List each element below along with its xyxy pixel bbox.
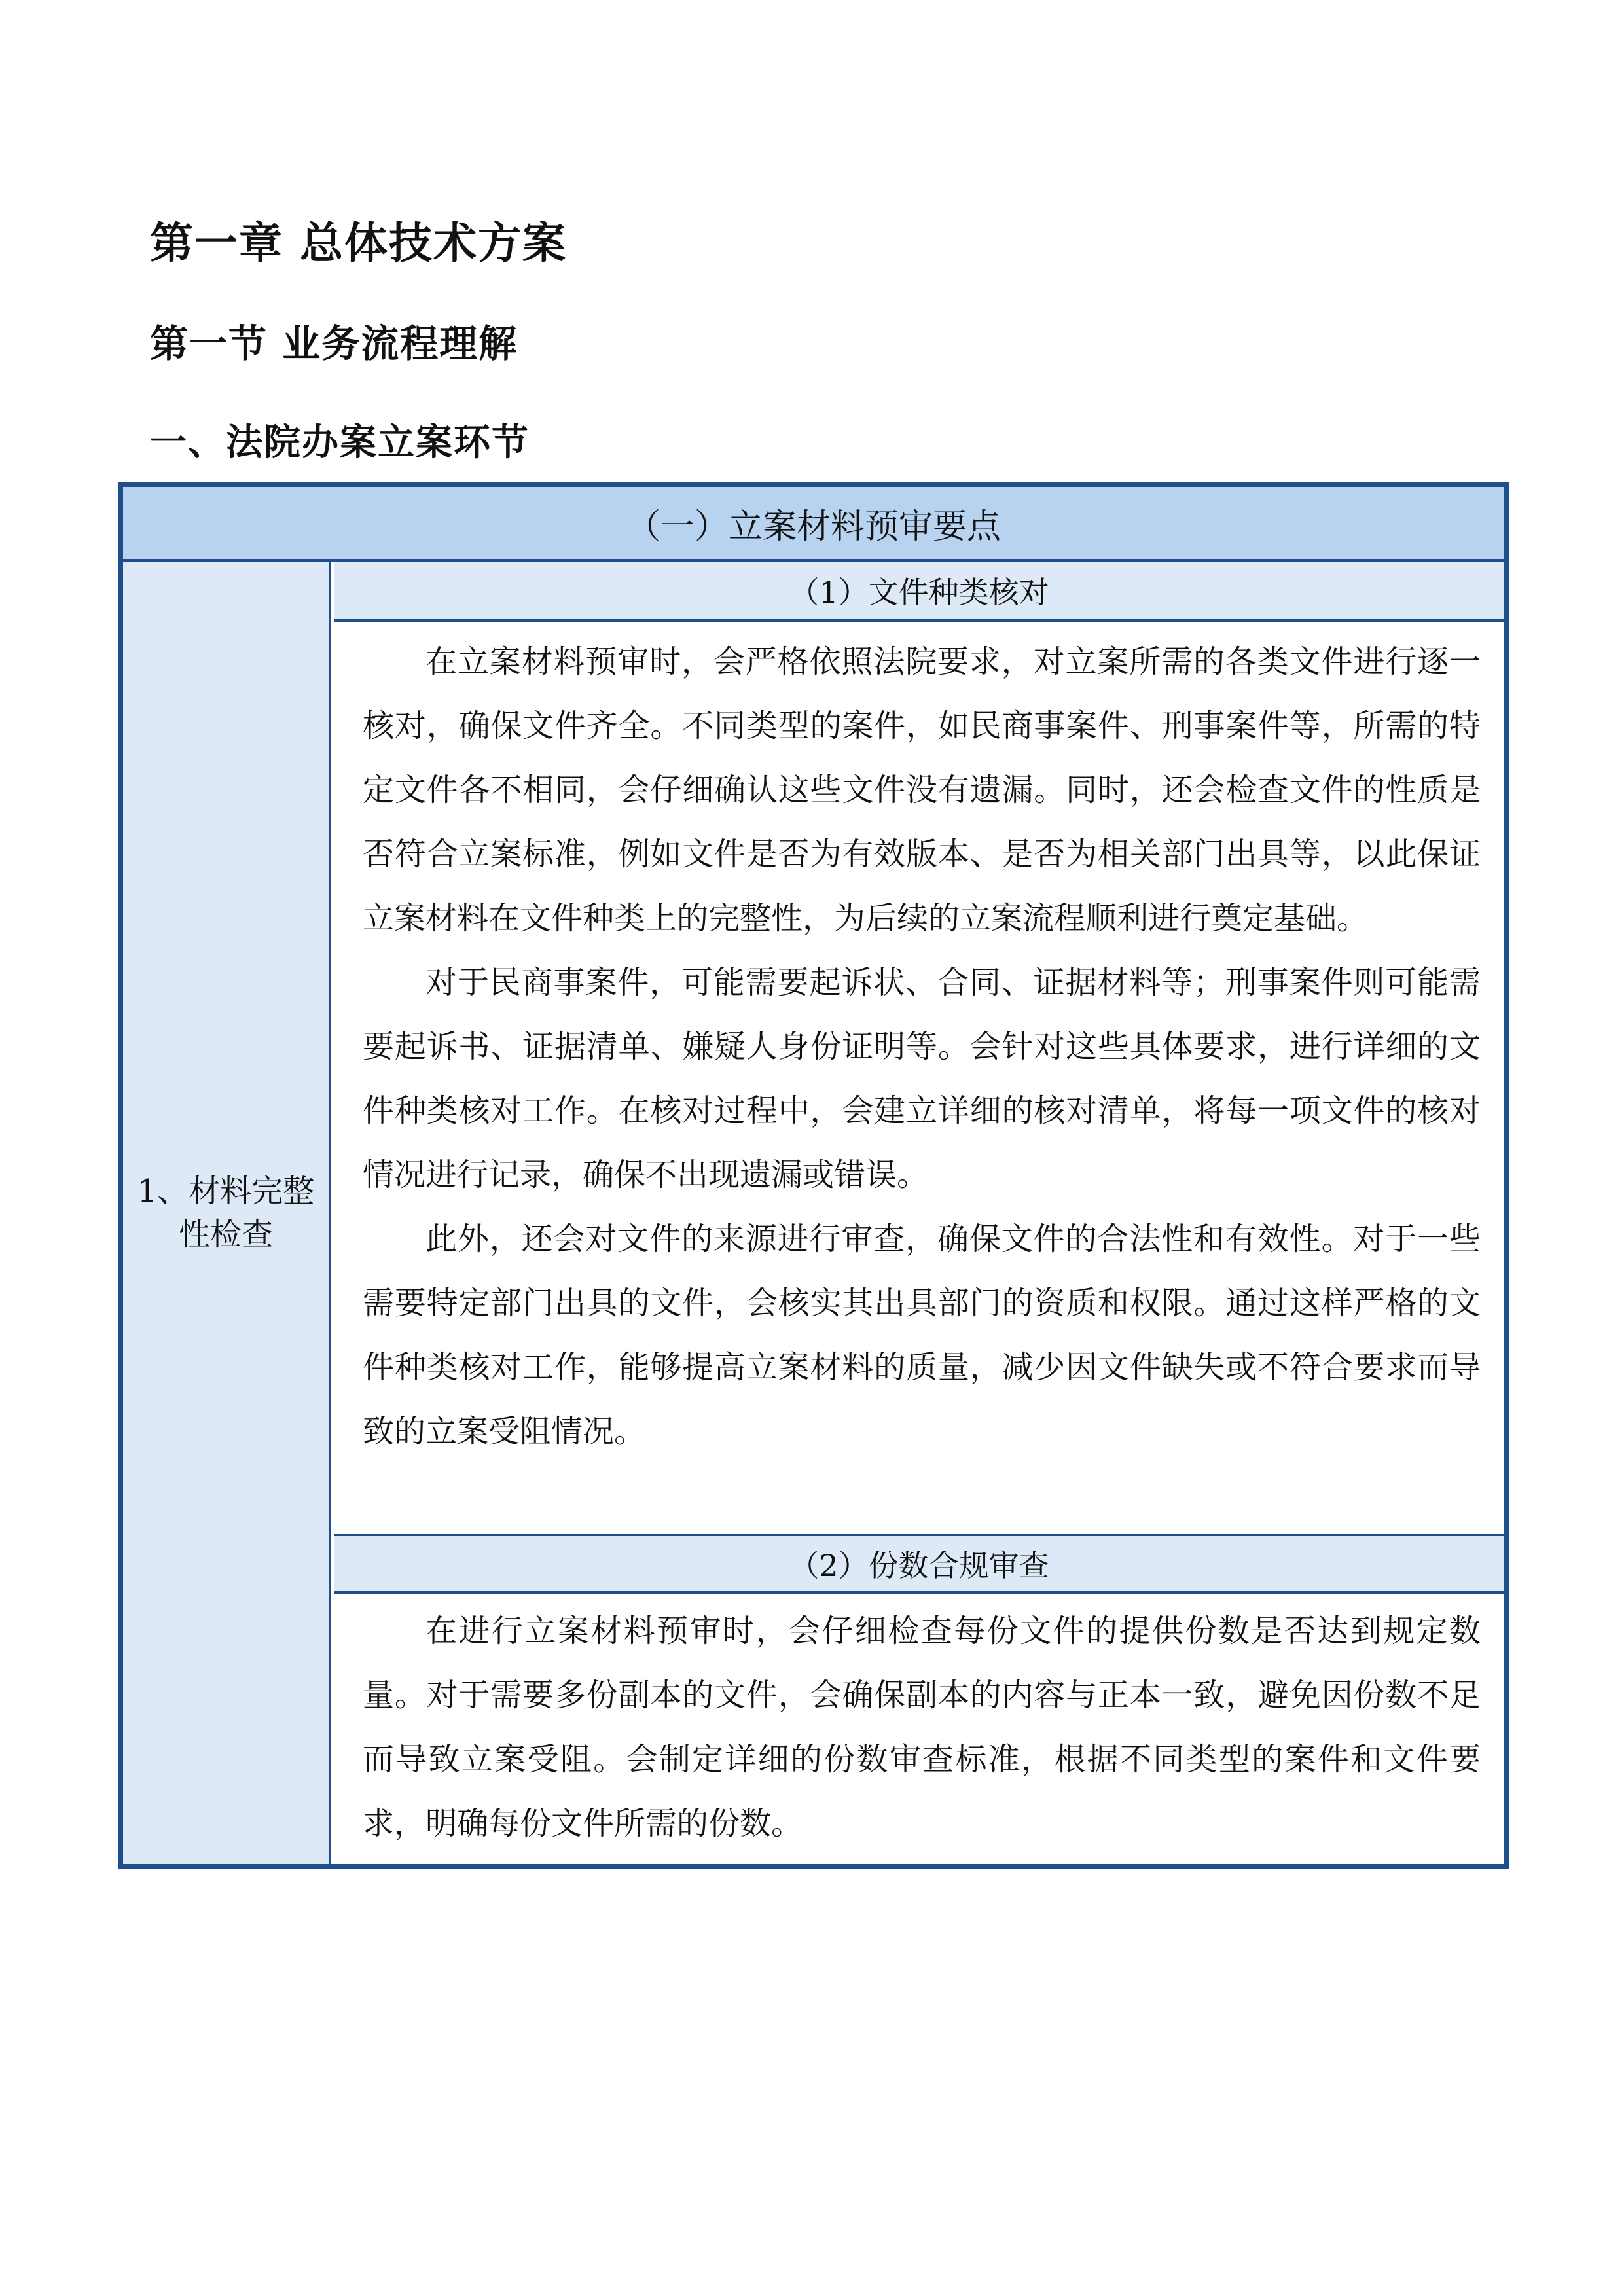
block-2-paragraph: 在进行立案材料预审时，会仔细检查每份文件的提供份数是否达到规定数量。对于需要多份副本的文件，会确保副本的内容与正本一致，避免因份数不足而导致立案受阻。会制定详细的份数审查标准，根据不同类型的案件和文件要求，明确每份文件所需的份数。 [363,1613,1481,1842]
row-label-text: 1、材料完整性检查 [137,1173,315,1253]
section-heading: 第一节 业务流程理解 [150,321,518,366]
review-points-table [118,482,1509,1869]
block-1-paragraph: 在立案材料预审时，会严格依照法院要求，对立案所需的各类文件进行逐一核对，确保文件齐全。不同类型的案件，如民商事案件、刑事案件等，所需的特定文件各不相同，会仔细确认这些文件没有遗漏。同时，还会检查文件的性质是否符合立案标准，例如文件是否为有效版本、是否为相关部门出具等，以此保证立案材料在文件种类上的完整性，为后续的立案流程顺利进行奠定基础。 [363,643,1481,937]
block-1-header: （1）文件种类核对 [334,562,1504,622]
table-title: （一）立案材料预审要点 [123,487,1504,562]
block-1-paragraph: 此外，还会对文件的来源进行审查，确保文件的合法性和有效性。对于一些需要特定部门出具的文件，会核实其出具部门的资质和权限。通过这样严格的文件种类核对工作，能够提高立案材料的质量，减少因文件缺失或不符合要求而导致的立案受阻情况。 [363,1221,1481,1450]
block-1-paragraph: 对于民商事案件，可能需要起诉状、合同、证据材料等；刑事案件则可能需要起诉书、证据清单、嫌疑人身份证明等。会针对这些具体要求，进行详细的文件种类核对工作。在核对过程中，会建立详细的核对清单，将每一项文件的核对情况进行记录，确保不出现遗漏或错误。 [363,964,1481,1193]
block-2-body [334,1596,1504,1856]
block-1-body [334,627,1504,1450]
chapter-heading: 第一章 总体技术方案 [150,218,567,268]
row-label-cell [123,562,331,1864]
subsection-heading: 一、法院办案立案环节 [150,422,530,464]
block-2-header: （2）份数合规审查 [334,1534,1504,1594]
